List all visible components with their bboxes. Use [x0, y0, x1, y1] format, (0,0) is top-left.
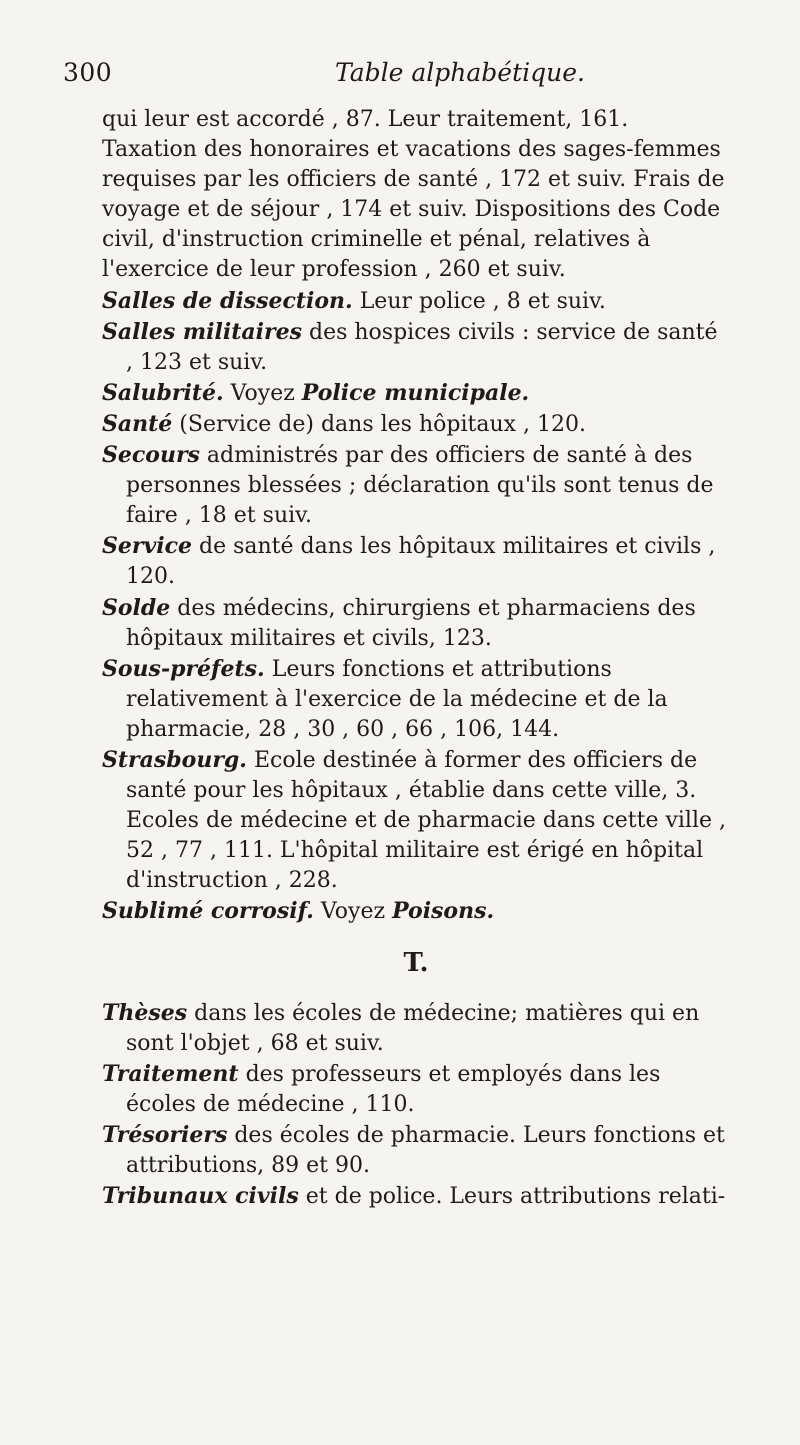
entry-head: Thèses [102, 999, 188, 1026]
alphabetical-index [102, 105, 730, 1212]
index-entry-service [102, 531, 730, 592]
entry-text: Voyez [223, 380, 302, 406]
index-entry-sous-prefets [102, 654, 730, 745]
running-title: Table alphabétique. [335, 58, 585, 87]
index-entry-traitement [102, 1059, 730, 1120]
entry-head: Salles de dissection. [102, 287, 353, 314]
section-letter-t: T. [403, 947, 429, 978]
entry-head: Sous-préfets. [102, 655, 265, 682]
entry-text: dans les écoles de médecine; matières qui en sont l'objet , 68 et suiv. [126, 1000, 700, 1056]
entry-head: Salubrité. [102, 379, 224, 406]
entry-text: Ecole destinée à former des officiers de santé pour les hôpitaux , établie dans cette ville, 3. Ecoles de médecine et de pharmacie dans cette ville , 52 , 77 , 111. L'hôpital militaire est érigé en hôpital d'instruction , 228. [126, 747, 726, 894]
index-entry-solde [102, 593, 730, 654]
entry-head: Tribunaux civils [102, 1183, 299, 1210]
index-entry-strasbourg [102, 745, 730, 896]
entry-text: des médecins, chirurgiens et pharmaciens des hôpitaux militaires et civils, 123. [126, 595, 696, 651]
entry-text: (Service de) dans les hôpitaux , 120. [172, 411, 586, 437]
page-number: 300 [63, 58, 113, 87]
entry-head: Strasbourg. [102, 746, 247, 773]
entry-head: Trésoriers [102, 1122, 228, 1148]
entry-head: Salles militaires [102, 318, 302, 345]
continued-entry: qui leur est accordé , 87. Leur traitement, 161. Taxation des honoraires et vacations des sages-femmes requises par les officiers de santé , 172 et suiv. Frais de voyage et de séjour , 174 et suiv. Dispositions des Code civil, d'instruction criminelle et pénal, relatives à l'exercice de leur profession , 260 et suiv. [102, 107, 725, 283]
index-entry-tresoriers [102, 1120, 730, 1181]
index-entry-salubrite [102, 378, 730, 409]
cross-reference: Police municipale. [301, 379, 530, 406]
entry-text: des hospices civils : service de santé , 123 et suiv. [126, 319, 718, 375]
entry-head: Traitement [102, 1060, 239, 1087]
entry-text: Voyez [313, 899, 393, 925]
index-entry-theses [102, 998, 730, 1059]
cross-reference: Poisons. [392, 898, 495, 925]
entry-text: des professeurs et employés dans les écoles de médecine , 110. [126, 1061, 661, 1117]
entry-head: Solde [102, 594, 171, 621]
entry-head: Secours [102, 442, 200, 469]
entry-text: des écoles de pharmacie. Leurs fonctions et attributions, 89 et 90. [126, 1123, 725, 1179]
index-entry-sante [102, 409, 730, 440]
entry-head: Sublimé corrosif. [102, 898, 314, 925]
index-entry-salles-dissection [102, 286, 730, 317]
entry-text: administrés par des officiers de santé à des personnes blessées ; déclaration qu'ils sont tenus de faire , 18 et suiv. [126, 443, 714, 529]
entry-text: Leurs fonctions et attributions relativement à l'exercice de la médecine et de la pharmacie, 28 , 30 , 60 , 66 , 106, 144. [126, 656, 668, 742]
index-entry-sublime-corrosif [102, 896, 730, 927]
entry-head: Service [102, 533, 193, 560]
entry-text: de santé dans les hôpitaux militaires et civils , 120. [126, 534, 716, 590]
index-entry-tribunaux-civils [102, 1181, 730, 1212]
index-entry-salles-militaires [102, 317, 730, 378]
entry-text: et de police. Leurs attributions relati- [298, 1184, 726, 1210]
entry-head: Santé [102, 410, 173, 437]
index-entry-secours [102, 440, 730, 531]
entry-text: Leur police , 8 et suiv. [352, 288, 606, 314]
